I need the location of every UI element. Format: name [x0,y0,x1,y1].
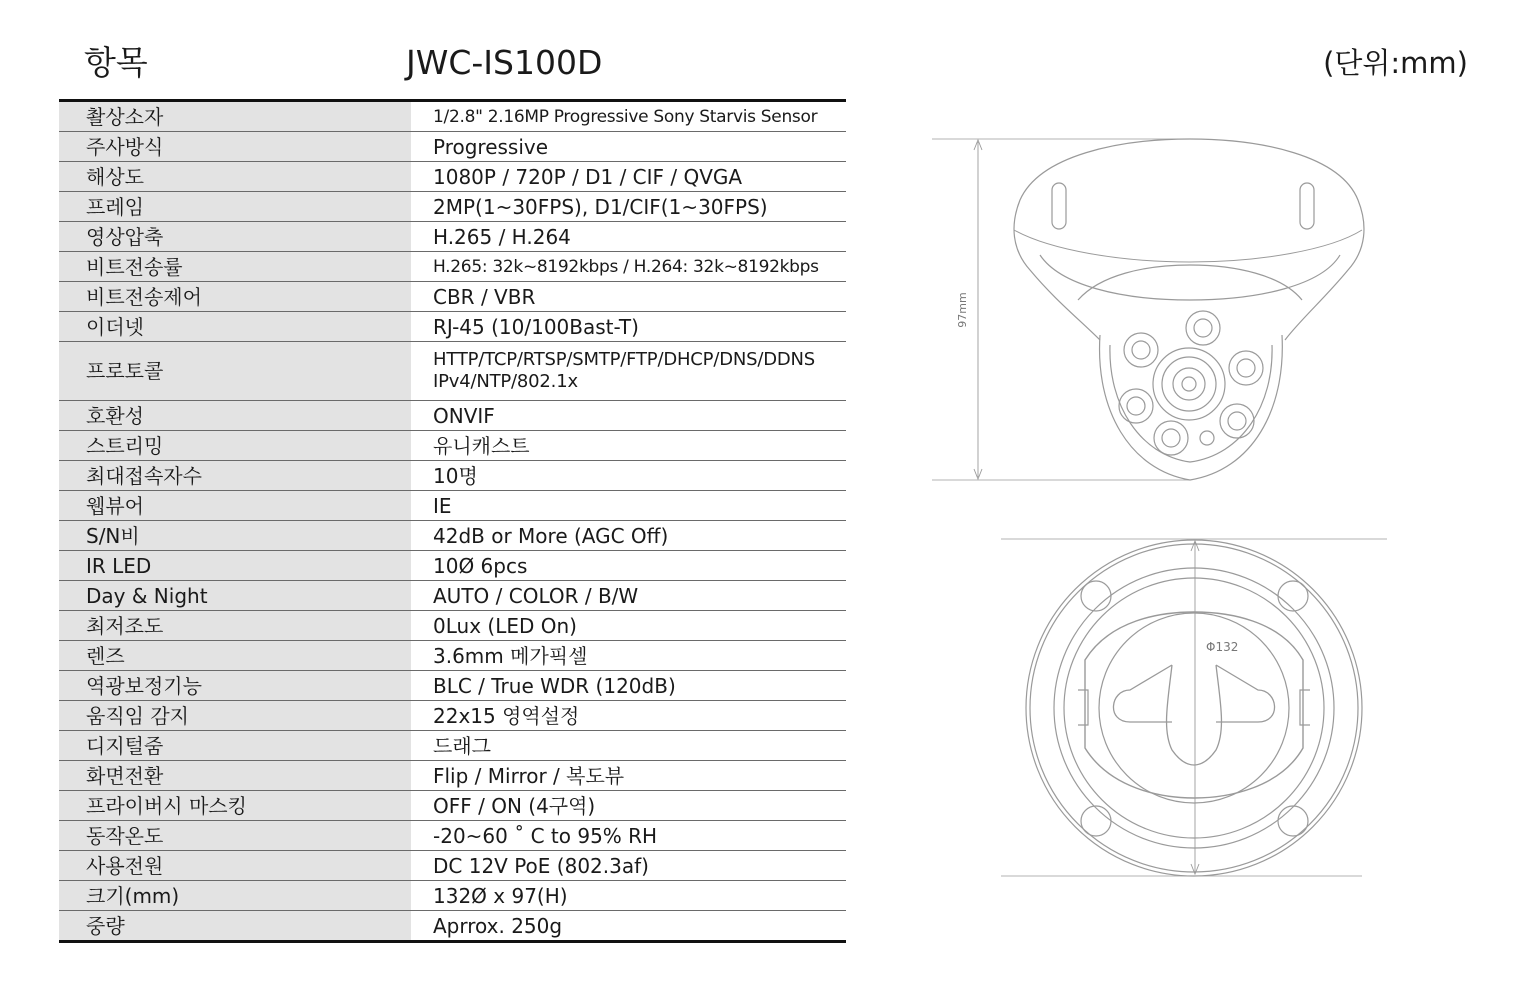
spec-value: AUTO / COLOR / B/W [411,581,846,611]
spec-label: 주사방식 [59,132,411,162]
spec-label: 사용전원 [59,851,411,881]
spec-value: IE [411,491,846,521]
camera-side-view [932,139,1364,480]
spec-label: 호환성 [59,401,411,431]
spec-value-line: IPv4/NTP/802.1x [433,371,578,392]
spec-value: 1080P / 720P / D1 / CIF / QVGA [411,162,846,192]
spec-value: 3.6mm 메가픽셀 [411,641,846,671]
spec-value: Aprrox. 250g [411,911,846,942]
spec-label: 영상압축 [59,222,411,252]
spec-value: 0Lux (LED On) [411,611,846,641]
spec-value: 22x15 영역설정 [411,701,846,731]
spec-label: 프레임 [59,192,411,222]
spec-label: 크기(mm) [59,881,411,911]
camera-top-view [1001,539,1387,876]
spec-value: CBR / VBR [411,282,846,312]
spec-label: 움직임 감지 [59,701,411,731]
spec-value: 드래그 [411,731,846,761]
spec-label: Day & Night [59,581,411,611]
spec-value: BLC / True WDR (120dB) [411,671,846,701]
spec-value: RJ-45 (10/100Bast-T) [411,312,846,342]
spec-label: 렌즈 [59,641,411,671]
spec-value: -20~60 ˚ C to 95% RH [411,821,846,851]
spec-value: H.265 / H.264 [411,222,846,252]
spec-label: 동작온도 [59,821,411,851]
spec-value-line: HTTP/TCP/RTSP/SMTP/FTP/DHCP/DNS/DDNS [433,349,816,370]
spec-value: H.265: 32k~8192kbps / H.264: 32k~8192kbps [411,252,846,282]
spec-label: 화면전환 [59,761,411,791]
spec-label: 중량 [59,911,411,942]
spec-value: 유니캐스트 [411,431,846,461]
spec-value: Progressive [411,132,846,162]
header-item-label: 항목 [84,43,148,82]
diameter-dimension-label: Φ132 [1206,640,1239,654]
spec-label: 역광보정기능 [59,671,411,701]
spec-value: DC 12V PoE (802.3af) [411,851,846,881]
spec-label: 최저조도 [59,611,411,641]
spec-value: OFF / ON (4구역) [411,791,846,821]
spec-value: 132Ø x 97(H) [411,881,846,911]
spec-label: 스트리밍 [59,431,411,461]
spec-value: Flip / Mirror / 복도뷰 [411,761,846,791]
height-dimension-label: 97mm [956,292,969,328]
spec-label: 해상도 [59,162,411,192]
spec-label: 웹뷰어 [59,491,411,521]
spec-label: 프로토콜 [59,342,411,401]
unit-label: (단위:mm) [1323,46,1468,80]
spec-label: 촬상소자 [59,101,411,132]
spec-label: 최대접속자수 [59,461,411,491]
spec-label: 비트전송제어 [59,282,411,312]
spec-value: 10명 [411,461,846,491]
spec-value: 42dB or More (AGC Off) [411,521,846,551]
spec-value: ONVIF [411,401,846,431]
spec-label: 디지털줌 [59,731,411,761]
spec-label: 이더넷 [59,312,411,342]
spec-label: 프라이버시 마스킹 [59,791,411,821]
spec-label: IR LED [59,551,411,581]
spec-label: 비트전송률 [59,252,411,282]
spec-value: 10Ø 6pcs [411,551,846,581]
spec-value: 2MP(1~30FPS), D1/CIF(1~30FPS) [411,192,846,222]
model-name: JWC-IS100D [406,43,603,82]
spec-value: 1/2.8" 2.16MP Progressive Sony Starvis Sensor [433,106,818,127]
spec-label: S/N비 [59,521,411,551]
